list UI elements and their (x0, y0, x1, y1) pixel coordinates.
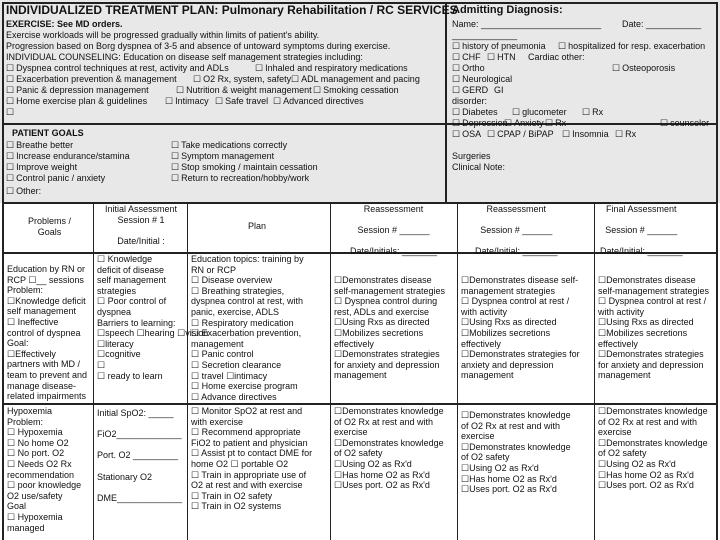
goal-item[interactable]: ☐ Increase endurance/stamina (6, 151, 130, 162)
diagnosis-title: Admitting Diagnosis: (452, 4, 563, 16)
counseling-item[interactable]: ☐ Panic & depression management (6, 85, 149, 96)
row1-plan: Education topics: training by RN or RCP ☐ Disease overview ☐ Breathing strategies, dyspnea control at rest, with panic, exercise, ADLS ☐ Respiratory medication ☐ Exacerbation prevention, management ☐ Panic control ☐ Secretion clearance ☐ travel ☐intimacy ☐ Home exercise program ☐ Advance directives (191, 254, 304, 402)
diabetes[interactable]: ☐ Diabetes (452, 107, 498, 118)
row2-reassess-2: ☐Demonstrates knowledge of O2 Rx at rest and with exercise ☐Demonstrates knowledge of O2 safety ☐Using O2 as Rx'd ☐Has home O2 as Rx'd ☐Uses port. O2 as Rx'd (461, 410, 571, 495)
history-pneumonia[interactable]: ☐ history of pneumonia (452, 41, 546, 52)
counseling-item[interactable]: ☐ Intimacy (165, 96, 209, 107)
neurological[interactable]: ☐ Neurological (452, 74, 512, 85)
header-final: Final Assessment Session # ______ Date/Initial: _______ (600, 204, 683, 257)
goal-item[interactable]: ☐ Symptom management (171, 151, 274, 162)
exercise-line-2: Progression based on Borg dyspnea of 3-5 and absence of untoward symptoms during exercise. (6, 41, 391, 51)
osteoporosis[interactable]: ☐ Osteoporosis (612, 63, 675, 74)
goals-title: PATIENT GOALS (12, 128, 84, 138)
goal-item[interactable]: ☐ Stop smoking / maintain cessation (171, 162, 318, 173)
insomnia[interactable]: ☐ Insomnia (562, 129, 609, 140)
goal-item[interactable]: ☐ Other: (6, 186, 41, 197)
counseling-item[interactable]: ☐ Smoking cessation (313, 85, 399, 96)
osa[interactable]: ☐ OSA (452, 129, 481, 140)
divider-vertical (445, 2, 447, 202)
goal-item[interactable]: ☐ Take medications correctly (171, 140, 287, 151)
date-row: Date: ___________ (622, 19, 702, 29)
counselor[interactable]: ☐ counselor (660, 118, 709, 129)
gi: GI (494, 85, 504, 95)
counseling-item[interactable]: ☐ Nutrition & weight management (176, 85, 312, 96)
counseling-item[interactable]: ☐ ADL management and pacing (291, 74, 420, 85)
counseling-item[interactable]: ☐ Safe travel (215, 96, 268, 107)
htn[interactable]: ☐ HTN (487, 52, 516, 63)
row1-reassess-1: ☐Demonstrates disease self-management strategies ☐ Dyspnea control during rest, ADLs and exercise ☐Using Rxs as directed ☐Mobilizes secretions effectively ☐Demonstrates strategies for anxiety and depression management (334, 275, 446, 381)
clinical-note: Clinical Note: (452, 162, 506, 172)
date-label: Date: (622, 19, 644, 29)
page-title: INDIVIDUALIZED TREATMENT PLAN: Pulmonary Rehabilitation / RC SERVICES (6, 3, 458, 17)
hospitalized[interactable]: ☐ hospitalized for resp. exacerbation (558, 41, 705, 52)
cardiac-other: Cardiac other: (528, 52, 585, 62)
goal-item[interactable]: ☐ Improve weight (6, 162, 77, 173)
glucometer[interactable]: ☐ glucometer (512, 107, 567, 118)
rx-3[interactable]: ☐ Rx (615, 129, 636, 140)
exercise-line-1: Exercise workloads will be progressed gradually within limits of patient's ability. (6, 30, 320, 40)
row-line-1 (2, 403, 718, 405)
row1-problems: Education by RN or RCP ☐__ sessions Problem: ☐Knowledge deficit self management ☐ Ineffective control of dyspnea Goal: ☐Effectively partners with MD / team to prevent and manage disease- related impairments (7, 264, 88, 402)
row2-reassess-1: ☐Demonstrates knowledge of O2 Rx at rest and with exercise ☐Demonstrates knowledge of O2 safety ☐Using O2 as Rx'd ☐Has home O2 as Rx'd ☐Uses port. O2 as Rx'd (334, 406, 444, 491)
row1-initial: ☐ Knowledge deficit of disease self management strategies ☐ Poor control of dyspnea Barriers to learning: ☐speech ☐hearing ☐vision ☐literacy ☐cognitive ☐ ☐ ready to learn (97, 254, 209, 381)
divider-goals (2, 123, 718, 125)
goal-item[interactable]: ☐ Breathe better (6, 140, 73, 151)
surgeries: Surgeries (452, 151, 491, 161)
row1-reassess-2: ☐Demonstrates disease self- management strategies ☐ Dyspnea control at rest / with activity ☐Using Rxs as directed ☐Mobilizes secretions effectively ☐Demonstrates strategies for anxiety and depression management (461, 275, 580, 381)
name-label: Name: (452, 19, 479, 29)
border-right (716, 2, 718, 540)
header-initial: Initial Assessment Session # 1 Date/Initial : (105, 204, 178, 246)
counseling-line: INDIVIDUAL COUNSELING: Education on disease self management strategies including: (6, 52, 363, 62)
counseling-item[interactable]: ☐ Advanced directives (273, 96, 364, 107)
depression[interactable]: ☐ Depression (452, 118, 508, 129)
header-problems: Problems / Goals (28, 216, 72, 237)
row2-initial: Initial SpO2: _____ FiO2_____________ Port. O2 _________ Stationary O2 DME_____________ (97, 408, 183, 503)
disorder: disorder: (452, 96, 488, 106)
border-left (2, 2, 4, 540)
name-line: _____________ (452, 30, 518, 40)
counseling-item[interactable]: ☐ Inhaled and respiratory medications (255, 63, 408, 74)
counseling-item[interactable]: ☐ O2 Rx, system, safety (193, 74, 291, 85)
row2-problems: Hypoxemia Problem: ☐ Hypoxemia ☐ No home O2 ☐ No port. O2 ☐ Needs O2 Rx recommendation ☐ poor knowledge O2 use/safety Goal ☐ Hypoxemia managed (7, 406, 82, 533)
rx-2[interactable]: ☐ Rx (545, 118, 566, 129)
header-reassess-2: Reassessment Session # ______ Date/Initial: _______ (475, 204, 558, 257)
counseling-item[interactable]: ☐ Exacerbation prevention & management (6, 74, 177, 85)
counseling-item[interactable]: ☐ Dyspnea control techniques at rest, activity and ADLs (6, 63, 229, 74)
name-row: Name: ________________________ (452, 19, 602, 29)
cpap[interactable]: ☐ CPAP / BiPAP (487, 129, 554, 140)
goal-item[interactable]: ☐ Return to recreation/hobby/work (171, 173, 309, 184)
goal-item[interactable]: ☐ Control panic / anxiety (6, 173, 105, 184)
extra-checkbox[interactable] (6, 107, 16, 118)
row1-final: ☐Demonstrates disease self-management strategies ☐ Dyspnea control at rest / with activity ☐Using Rxs as directed ☐Mobilizes secretions effectively ☐Demonstrates strategies for anxiety and depression management (598, 275, 710, 381)
ortho[interactable]: ☐ Ortho (452, 63, 485, 74)
header-plan: Plan (248, 221, 267, 231)
header-reassess-1: Reassessment Session # ______ Date/Initials: _______ (350, 204, 438, 257)
chf[interactable]: ☐ CHF (452, 52, 481, 63)
anxiety[interactable]: ☐ Anxiety (504, 118, 544, 129)
rx[interactable]: ☐ Rx (582, 107, 603, 118)
exercise-heading: EXERCISE: See MD orders. (6, 19, 123, 29)
counseling-item[interactable]: ☐ Home exercise plan & guidelines (6, 96, 147, 107)
row2-plan: ☐ Monitor SpO2 at rest and with exercise ☐ Recommend appropriate FiO2 to patient and physician ☐ Assist pt to contact DME for home O2 ☐ portable O2 ☐ Train in appropriate use of O2 at rest and with exercise ☐ Train in O2 safety ☐ Train in O2 systems (191, 406, 313, 512)
gerd[interactable]: ☐ GERD (452, 85, 488, 96)
row2-final: ☐Demonstrates knowledge of O2 Rx at rest and with exercise ☐Demonstrates knowledge of O2 safety ☐Using O2 as Rx'd ☐Has home O2 as Rx'd ☐Uses port. O2 as Rx'd (598, 406, 708, 491)
